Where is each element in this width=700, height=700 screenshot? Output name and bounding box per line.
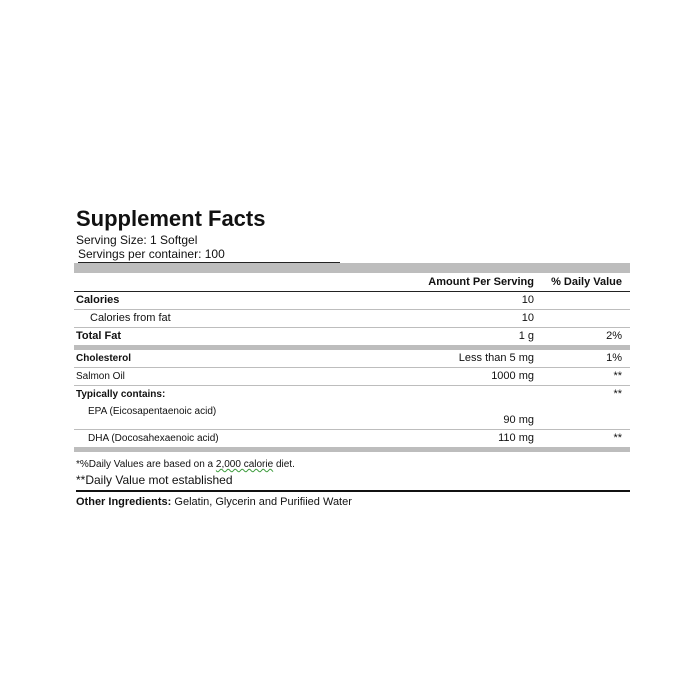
footnote-text-start: *%Daily Values are based on a (76, 459, 216, 470)
nutrient-name: Calories (76, 294, 120, 306)
nutrient-name: Calories from fat (90, 312, 171, 324)
not-established-footnote: **Daily Value mot established (76, 473, 630, 492)
other-ingredients (76, 494, 630, 510)
nutrient-amount: 110 mg (498, 432, 534, 444)
row-typically-contains (74, 386, 630, 403)
nutrient-name: Typically contains: (76, 389, 166, 400)
nutrient-amount: 10 (521, 312, 534, 324)
row-salmon-oil (74, 368, 630, 386)
row-calories (74, 292, 630, 310)
nutrient-dv: 1% (606, 352, 622, 364)
nutrient-amount: Less than 5 mg (458, 352, 534, 364)
nutrient-dv: ** (613, 388, 622, 400)
nutrient-amount: 1000 mg (491, 370, 534, 382)
nutrient-name: Salmon Oil (76, 371, 125, 382)
footnote-squiggle-text: 2,000 calorie (215, 459, 274, 470)
nutrient-name: Cholesterol (76, 353, 132, 364)
supplement-facts-label (74, 206, 630, 510)
nutrient-dv: 2% (606, 330, 622, 342)
other-ingredients-value: Gelatin, Glycerin and Purifiied Water (171, 496, 352, 508)
nutrient-name: EPA (Eicosapentaenoic acid) (88, 406, 217, 417)
nutrient-dv: ** (613, 432, 622, 444)
amount-per-serving-header: Amount Per Serving (428, 276, 534, 288)
row-dha (74, 430, 630, 452)
row-calories-from-fat (74, 310, 630, 328)
nutrient-dv: ** (613, 370, 622, 382)
footnote-text-end: diet. (273, 459, 295, 470)
nutrient-amount: 1 g (518, 330, 534, 342)
row-epa (74, 403, 630, 430)
header-divider-band (74, 263, 630, 273)
row-cholesterol (74, 350, 630, 368)
column-header-row (74, 273, 630, 292)
nutrient-amount: 90 mg (503, 414, 534, 426)
row-total-fat (74, 328, 630, 350)
nutrient-amount: 10 (521, 294, 534, 306)
daily-value-header: % Daily Value (551, 276, 622, 288)
nutrient-name: DHA (Docosahexaenoic acid) (88, 433, 219, 444)
serving-size: Serving Size: 1 Softgel (76, 233, 198, 247)
daily-value-footnote (76, 457, 630, 473)
servings-per-container: Servings per container: 100 (78, 247, 340, 263)
other-ingredients-label: Other Ingredients: (76, 496, 172, 508)
nutrient-name: Total Fat (76, 330, 122, 342)
label-title: Supplement Facts (76, 206, 266, 231)
